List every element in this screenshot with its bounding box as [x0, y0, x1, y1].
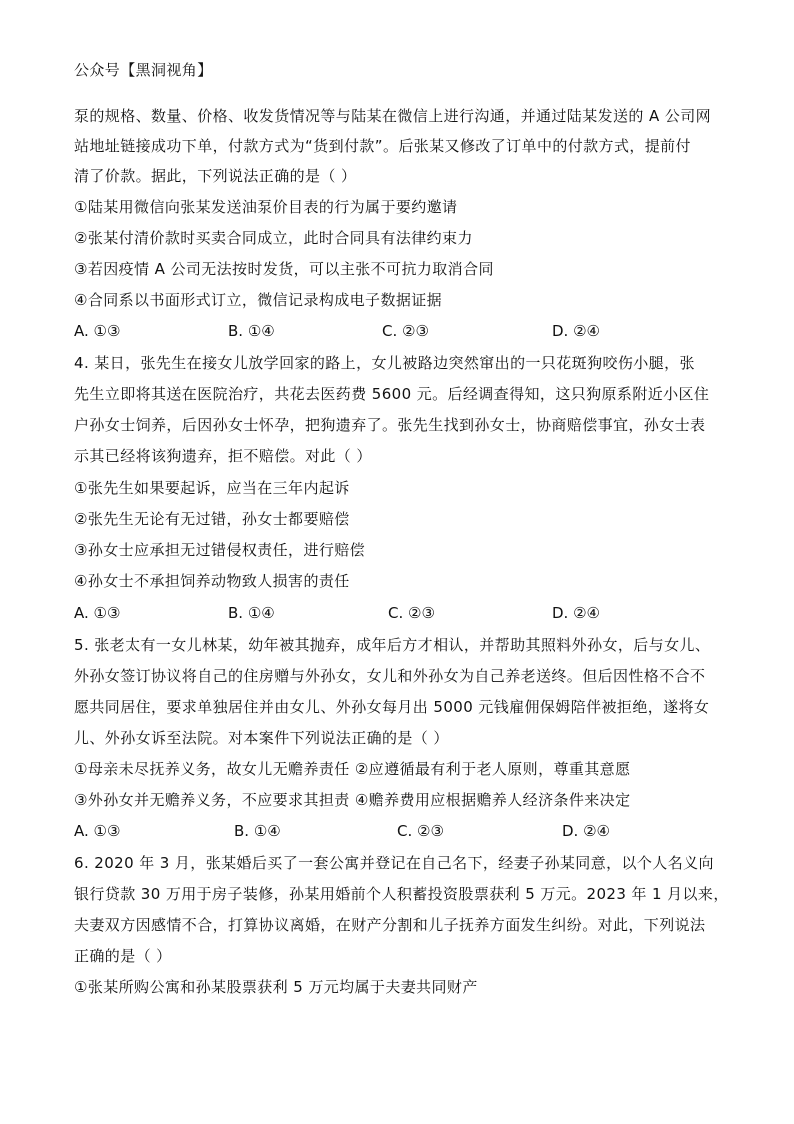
q4-statement: ①张先生如果要起诉，应当在三年内起诉 — [74, 479, 350, 497]
q3-stem-line: 清了价款。据此，下列说法正确的是（ ） — [74, 167, 357, 185]
q5-stem-line: 愿共同居住，要求单独居住并由女儿、外孙女每月出 5000 元钱雇佣保姆陪伴被拒绝，遂将女 — [74, 698, 710, 716]
option-d: D. ②④ — [562, 822, 610, 840]
option-b: B. ①④ — [234, 822, 281, 840]
q4-stem-line: 示其已经将该狗遗弃，拒不赔偿。对此（ ） — [74, 447, 372, 465]
q5-options — [74, 821, 734, 841]
q4-stem-line: 4. 某日，张先生在接女儿放学回家的路上，女儿被路边突然窜出的一只花斑狗咬伤小腿，张 — [74, 354, 695, 372]
q3-stem-line: 泵的规格、数量、价格、收发货情况等与陆某在微信上进行沟通，并通过陆某发送的 A 公司网 — [74, 107, 712, 125]
q5-stem-line: 儿、外孙女诉至法院。对本案件下列说法正确的是（ ） — [74, 729, 449, 747]
q3-options — [74, 321, 734, 341]
q4-statement: ④孙女士不承担饲养动物致人损害的责任 — [74, 572, 350, 590]
q3-stem-line: 站地址链接成功下单，付款方式为“货到付款”。后张某又修改了订单中的付款方式，提前付 — [74, 137, 691, 155]
q3-statement: ①陆某用微信向张某发送油泵价目表的行为属于要约邀请 — [74, 198, 458, 216]
q5-stem-line: 5. 张老太有一女儿林某，幼年被其抛弃，成年后方才相认，并帮助其照料外孙女，后与女儿、 — [74, 636, 711, 654]
q3-statement: ③若因疫情 A 公司无法按时发货，可以主张不可抗力取消合同 — [74, 260, 494, 278]
option-b: B. ①④ — [228, 604, 275, 622]
q6-stem-line: 银行贷款 30 万用于房子装修，孙某用婚前个人积蓄投资股票获利 5 万元。2023 年 1 月以来， — [74, 885, 729, 903]
option-a: A. ①③ — [74, 822, 121, 840]
q4-options — [74, 603, 734, 623]
option-c: C. ②③ — [397, 822, 444, 840]
option-c: C. ②③ — [382, 322, 429, 340]
option-c: C. ②③ — [388, 604, 435, 622]
q6-stem-line: 夫妻双方因感情不合，打算协议离婚，在财产分割和儿子抚养方面发生纠纷。对此，下列说法 — [74, 916, 706, 934]
q6-statement: ①张某所购公寓和孙某股票获利 5 万元均属于夫妻共同财产 — [74, 978, 478, 996]
q4-statement: ②张先生无论有无过错，孙女士都要赔偿 — [74, 510, 350, 528]
q5-statement: ①母亲未尽抚养义务，故女儿无赡养责任 ②应遵循最有利于老人原则，尊重其意愿 — [74, 760, 631, 778]
q3-statement: ②张某付清价款时买卖合同成立，此时合同具有法律约束力 — [74, 229, 473, 247]
q5-statement: ③外孙女并无赡养义务，不应要求其担责 ④赡养费用应根据赡养人经济条件来决定 — [74, 791, 631, 809]
q4-stem-line: 先生立即将其送在医院治疗，共花去医药费 5600 元。后经调查得知，这只狗原系附近小区住 — [74, 385, 710, 403]
q4-stem-line: 户孙女士饲养，后因孙女士怀孕，把狗遗弃了。张先生找到孙女士，协商赔偿事宜，孙女士表 — [74, 416, 706, 434]
q6-stem-line: 正确的是（ ） — [74, 947, 172, 965]
option-d: D. ②④ — [552, 322, 600, 340]
option-a: A. ①③ — [74, 604, 121, 622]
q4-statement: ③孙女士应承担无过错侵权责任，进行赔偿 — [74, 541, 366, 559]
option-b: B. ①④ — [228, 322, 275, 340]
source-header: 公众号【黑洞视角】 — [74, 61, 213, 79]
q6-stem-line: 6. 2020 年 3 月，张某婚后买了一套公寓并登记在自己名下，经妻子孙某同意，以个人名义向 — [74, 854, 714, 872]
q5-stem-line: 外孙女签订协议将自己的住房赠与外孙女，女儿和外孙女为自己养老送终。但后因性格不合不 — [74, 667, 706, 685]
q3-statement: ④合同系以书面形式订立，微信记录构成电子数据证据 — [74, 291, 443, 309]
option-a: A. ①③ — [74, 322, 121, 340]
option-d: D. ②④ — [552, 604, 600, 622]
